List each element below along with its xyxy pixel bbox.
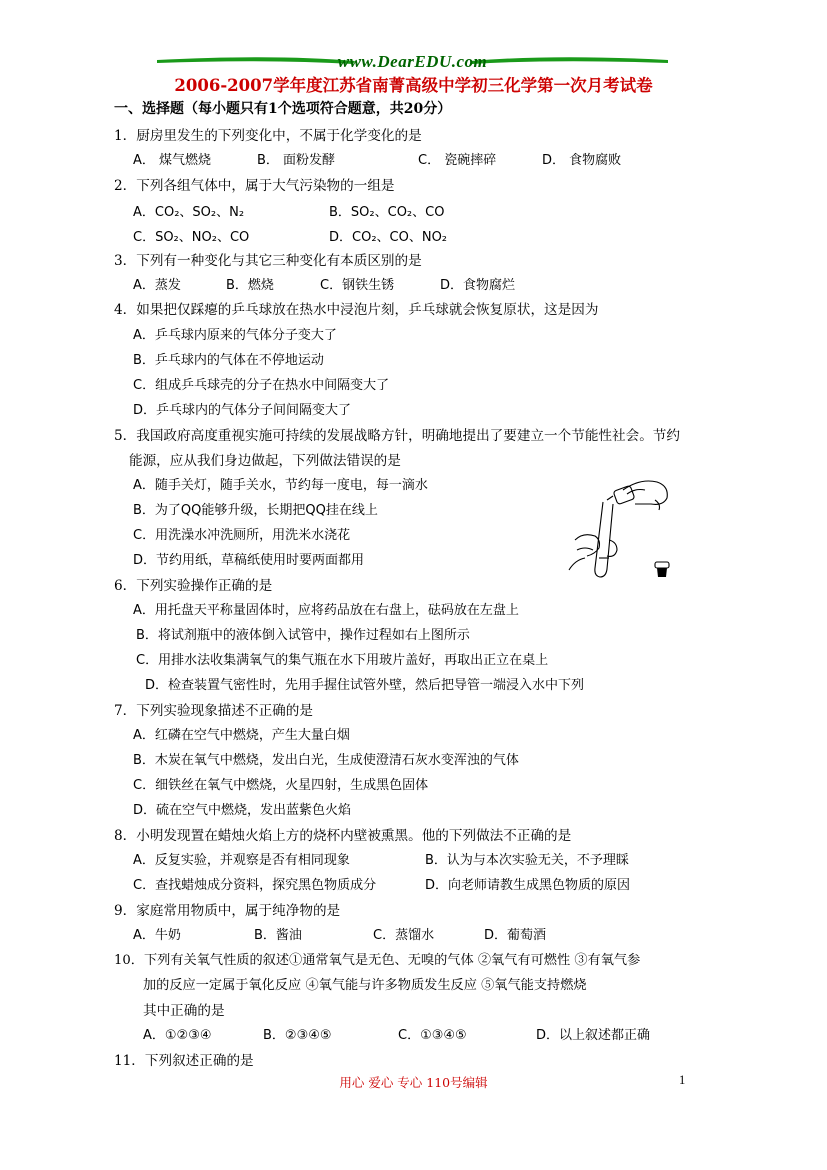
q1-option-d: D． 食物腐败: [542, 153, 622, 168]
question-2-stem: 2．下列各组气体中，属于大气污染物的一组是: [114, 178, 395, 194]
q6-option-c: C．用排水法收集满氧气的集气瓶在水下用玻片盖好，再取出正立在桌上: [136, 653, 549, 668]
question-6-stem: 6．下列实验操作正确的是: [114, 578, 273, 594]
question-10-stem-line2: 加的反应一定属于氧化反应 ④氧气能与许多物质发生反应 ⑤氧气能支持燃烧: [143, 978, 587, 993]
question-10-stem-line1: 10．下列有关氧气性质的叙述①通常氧气是无色、无嗅的气体 ②氧气有可燃性 ③有氧气参: [114, 953, 641, 968]
q4-option-a: A．乒乓球内原来的气体分子变大了: [133, 328, 337, 343]
question-7-stem: 7．下列实验现象描述不正确的是: [114, 703, 313, 719]
q9-option-a: A．牛奶: [133, 928, 181, 943]
footer-text: 用心 爱心 专心 110号编辑: [339, 1075, 488, 1090]
section-heading: 一、选择题（每小题只有1个选项符合题意，共20分）: [114, 101, 452, 117]
q10-option-c: C．①③④⑤: [398, 1028, 467, 1043]
question-10-stem-line3: 其中正确的是: [143, 1003, 225, 1019]
question-1-stem: 1．厨房里发生的下列变化中，不属于化学变化的是: [114, 128, 422, 144]
q8-option-b: B．认为与本次实验无关，不予理睬: [425, 853, 629, 868]
question-5-stem-line1: 5．我国政府高度重视实施可持续的发展战略方针，明确地提出了要建立一个节能性社会。节约: [114, 428, 680, 444]
q3-option-a: A．蒸发: [133, 278, 181, 293]
q7-option-a: A．红磷在空气中燃烧，产生大量白烟: [133, 728, 350, 743]
q9-option-c: C．蒸馏水: [373, 928, 435, 943]
question-4-stem: 4．如果把仅踩瘪的乒乓球放在热水中浸泡片刻，乒乓球就会恢复原状，这是因为: [114, 302, 599, 318]
q9-option-d: D．葡萄酒: [484, 928, 547, 943]
q6-option-b: B．将试剂瓶中的液体倒入试管中，操作过程如右上图所示: [136, 628, 470, 643]
q5-option-b: B．为了QQ能够升级，长期把QQ挂在线上: [133, 503, 378, 518]
page-number: 1: [679, 1073, 686, 1087]
q4-option-b: B．乒乓球内的气体在不停地运动: [133, 353, 324, 368]
q2-option-a: A．CO₂、SO₂、N₂: [133, 205, 245, 220]
q10-option-b: B．②③④⑤: [263, 1028, 332, 1043]
q5-option-a: A．随手关灯，随手关水，节约每一度电，每一滴水: [133, 478, 428, 493]
q1-option-c: C． 瓷碗摔碎: [418, 153, 497, 168]
q10-option-d: D．以上叙述都正确: [536, 1028, 651, 1043]
q8-option-a: A．反复实验，并观察是否有相同现象: [133, 853, 350, 868]
q8-option-c: C．查找蜡烛成分资料，探究黑色物质成分: [133, 878, 377, 893]
q7-option-b: B．木炭在氧气中燃烧，发出白光，生成使澄清石灰水变浑浊的气体: [133, 753, 519, 768]
q1-option-b: B． 面粉发酵: [257, 153, 336, 168]
question-3-stem: 3．下列有一种变化与其它三种变化有本质区别的是: [114, 253, 422, 269]
header-banner: [155, 52, 670, 74]
question-5-stem-line2: 能源，应从我们身边做起，下列做法错误的是: [129, 453, 401, 469]
q7-option-d: D．硫在空气中燃烧，发出蓝紫色火焰: [133, 803, 352, 818]
q2-option-d: D．CO₂、CO、NO₂: [329, 230, 448, 245]
q5-option-d: D．节约用纸，草稿纸使用时要两面都用: [133, 553, 365, 568]
q2-option-c: C．SO₂、NO₂、CO: [133, 230, 250, 245]
q7-option-c: C．细铁丝在氧气中燃烧，火星四射，生成黑色固体: [133, 778, 429, 793]
pouring-liquid-illustration: [565, 470, 685, 585]
q4-option-d: D．乒乓球内的气体分子间间隔变大了: [133, 403, 352, 418]
q9-option-b: B．酱油: [254, 928, 302, 943]
q3-option-c: C．钢铁生锈: [320, 278, 395, 293]
question-11-stem: 11．下列叙述正确的是: [114, 1053, 254, 1069]
q3-option-b: B．燃烧: [226, 278, 274, 293]
q5-option-c: C．用洗澡水冲洗厕所，用洗米水浇花: [133, 528, 351, 543]
question-8-stem: 8．小明发现置在蜡烛火焰上方的烧杯内壁被熏黑。他的下列做法不正确的是: [114, 828, 572, 844]
q10-option-a: A．①②③④: [143, 1028, 212, 1043]
q2-option-b: B．SO₂、CO₂、CO: [329, 205, 445, 220]
q4-option-c: C．组成乒乓球壳的分子在热水中间隔变大了: [133, 378, 390, 393]
q1-option-a: A． 煤气燃烧: [133, 153, 212, 168]
site-url[interactable]: www.DearEDU.com: [337, 52, 488, 71]
q8-option-d: D．向老师请教生成黑色物质的原因: [425, 878, 631, 893]
q6-option-d: D．检查装置气密性时，先用手握住试管外壁，然后把导管一端浸入水中下列: [145, 678, 585, 693]
question-9-stem: 9．家庭常用物质中，属于纯净物的是: [114, 903, 341, 919]
page-title: 2006-2007学年度江苏省南菁高级中学初三化学第一次月考试卷: [174, 76, 653, 95]
q6-option-a: A．用托盘天平称量固体时，应将药品放在右盘上，砝码放在左盘上: [133, 603, 519, 618]
q3-option-d: D．食物腐烂: [440, 278, 516, 293]
